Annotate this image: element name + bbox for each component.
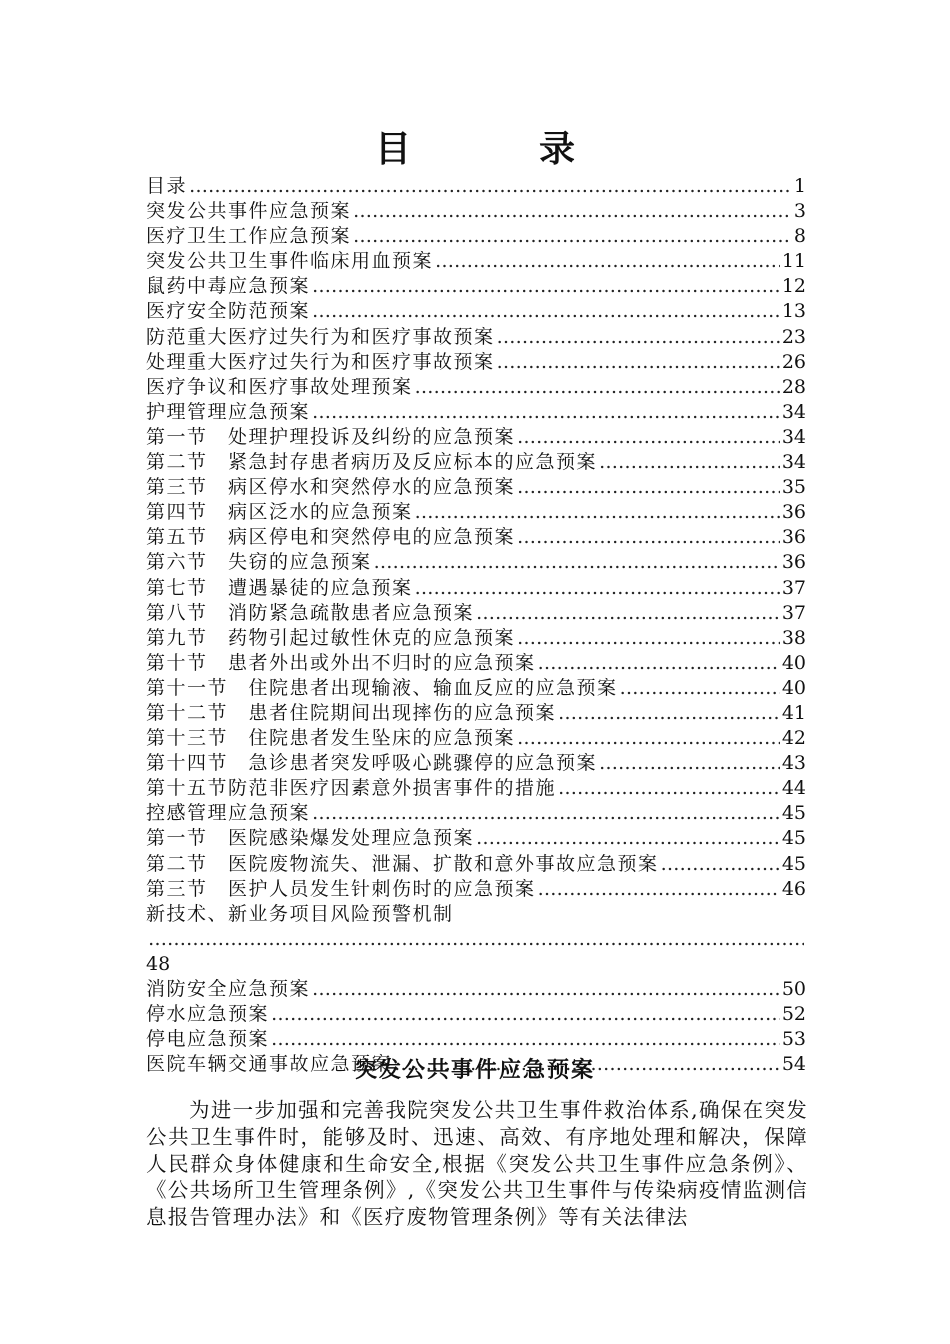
toc-entry[interactable] bbox=[146, 500, 806, 525]
toc-heading: 目 录 bbox=[374, 129, 621, 170]
toc-dot-leader bbox=[271, 1027, 780, 1052]
toc-entry-label: 第六节 失窃的应急预案 bbox=[146, 551, 372, 574]
toc-entry[interactable] bbox=[146, 299, 806, 324]
toc-entry-page-number: 42 bbox=[781, 727, 806, 750]
toc-entry[interactable] bbox=[146, 350, 806, 375]
toc-entry-page-number: 11 bbox=[781, 250, 806, 273]
toc-dot-leader bbox=[353, 224, 792, 249]
toc-entry-page-number: 44 bbox=[781, 777, 806, 800]
toc-entry-label: 医疗卫生工作应急预案 bbox=[146, 225, 352, 248]
toc-entry-page-number: 37 bbox=[781, 576, 806, 599]
toc-entry-page-number: 43 bbox=[781, 752, 806, 775]
toc-entry-label: 消防安全应急预案 bbox=[146, 978, 311, 1000]
toc-entry[interactable] bbox=[146, 977, 806, 1002]
toc-entry[interactable] bbox=[146, 550, 806, 575]
toc-entry[interactable] bbox=[146, 1002, 806, 1027]
toc-entry[interactable] bbox=[146, 751, 806, 776]
toc-entry-label: 第三节 医护人员发生针刺伤时的应急预案 bbox=[146, 877, 536, 900]
toc-entry[interactable] bbox=[146, 325, 806, 350]
toc-dot-leader bbox=[271, 1002, 780, 1027]
toc-entry-label: 处理重大医疗过失行为和医疗事故预案 bbox=[146, 350, 495, 373]
toc-dot-leader bbox=[312, 801, 780, 826]
toc-entry-label: 第八节 消防紧急疏散患者应急预案 bbox=[146, 601, 475, 624]
toc-entry[interactable] bbox=[146, 902, 806, 977]
toc-entry-label: 鼠药中毒应急预案 bbox=[146, 275, 311, 298]
toc-dot-leader bbox=[517, 726, 780, 751]
toc-entry-page-number: 54 bbox=[781, 1053, 806, 1076]
toc-dot-leader bbox=[148, 927, 804, 952]
table-of-contents bbox=[146, 174, 806, 1077]
toc-dot-leader bbox=[374, 550, 780, 575]
toc-dot-leader bbox=[476, 601, 780, 626]
toc-entry-label: 防范重大医疗过失行为和医疗事故预案 bbox=[146, 325, 495, 348]
toc-entry[interactable] bbox=[146, 450, 806, 475]
toc-entry-page-number: 37 bbox=[781, 601, 806, 624]
toc-dot-leader bbox=[558, 701, 780, 726]
toc-entry-page-number: 46 bbox=[781, 877, 806, 900]
toc-entry[interactable] bbox=[146, 174, 806, 199]
toc-dot-leader bbox=[415, 576, 780, 601]
toc-entry[interactable] bbox=[146, 199, 806, 224]
toc-dot-leader bbox=[517, 626, 780, 651]
toc-entry[interactable] bbox=[146, 601, 806, 626]
toc-entry-page-number: 45 bbox=[781, 852, 806, 875]
toc-entry-page-number: 34 bbox=[781, 451, 806, 474]
toc-dot-leader bbox=[312, 400, 780, 425]
body-paragraph: 为进一步加强和完善我院突发公共卫生事件救治体系,确保在突发公共卫生事件时，能够及时、迅速、高效、有序地处理和解决，保障人民群众身体健康和生命安全,根据《突发公共卫生事件应急条例》、《公共场所卫生管理条例》,《突发公共卫生事件与传染病疫情监测信息报告管理办法》和《医疗废物管理条例》等有关法律法 bbox=[146, 1098, 808, 1230]
toc-entry-label: 目录 bbox=[146, 175, 188, 197]
toc-dot-leader bbox=[558, 776, 780, 801]
toc-entry[interactable] bbox=[146, 425, 806, 450]
toc-entry-page-number: 50 bbox=[781, 978, 806, 1000]
toc-entry-label: 第一节 医院感染爆发处理应急预案 bbox=[146, 827, 475, 850]
toc-entry-page-number: 13 bbox=[781, 300, 806, 323]
toc-entry-page-number: 3 bbox=[793, 200, 806, 223]
toc-entry[interactable] bbox=[146, 801, 806, 826]
toc-entry-page-number: 53 bbox=[781, 1028, 806, 1051]
toc-dot-leader bbox=[415, 500, 780, 525]
toc-entry-page-number: 40 bbox=[781, 651, 806, 674]
toc-entry-label: 第十一节 住院患者出现输液、输血反应的应急预案 bbox=[146, 676, 618, 699]
toc-entry-page-number: 8 bbox=[793, 225, 806, 248]
toc-entry[interactable] bbox=[146, 726, 806, 751]
toc-entry-label: 第五节 病区停电和突然停电的应急预案 bbox=[146, 526, 516, 549]
toc-entry-page-number: 40 bbox=[781, 676, 806, 699]
toc-entry-page-number: 38 bbox=[781, 626, 806, 649]
toc-entry-page-number: 34 bbox=[781, 425, 806, 448]
toc-entry-page-number: 1 bbox=[793, 175, 806, 197]
toc-entry-page-number: 36 bbox=[781, 501, 806, 524]
toc-entry[interactable] bbox=[146, 651, 806, 676]
toc-entry-page-number: 26 bbox=[781, 350, 806, 373]
toc-entry-page-number: 36 bbox=[781, 526, 806, 549]
toc-entry[interactable] bbox=[146, 776, 806, 801]
toc-entry-label: 第十节 患者外出或外出不归时的应急预案 bbox=[146, 651, 536, 674]
toc-entry[interactable] bbox=[146, 1027, 806, 1052]
toc-entry-page-number: 45 bbox=[781, 827, 806, 850]
section-heading: 突发公共事件应急预案 bbox=[354, 1058, 595, 1083]
toc-page-wrap-line bbox=[146, 952, 806, 977]
toc-entry[interactable] bbox=[146, 224, 806, 249]
toc-entry-label: 控感管理应急预案 bbox=[146, 802, 311, 825]
toc-entry[interactable] bbox=[146, 676, 806, 701]
toc-dot-leader bbox=[476, 826, 780, 851]
toc-entry-label: 停水应急预案 bbox=[146, 1003, 270, 1026]
toc-entry-label: 第七节 遭遇暴徒的应急预案 bbox=[146, 576, 413, 599]
toc-dot-leader bbox=[538, 877, 780, 902]
toc-entry-label: 第十四节 急诊患者突发呼吸心跳骤停的应急预案 bbox=[146, 752, 598, 775]
toc-entry[interactable] bbox=[146, 249, 806, 274]
toc-dot-leader bbox=[497, 325, 780, 350]
toc-dot-leader bbox=[517, 525, 780, 550]
toc-dot-leader bbox=[435, 249, 780, 274]
toc-entry-label: 新技术、新业务项目风险预警机制 bbox=[146, 902, 454, 925]
toc-entry[interactable] bbox=[146, 826, 806, 851]
toc-dot-leader bbox=[517, 425, 780, 450]
toc-entry-label: 突发公共事件应急预案 bbox=[146, 200, 352, 223]
toc-entry[interactable] bbox=[146, 701, 806, 726]
toc-entry-label: 第十五节防范非医疗因素意外损害事件的措施 bbox=[146, 777, 557, 800]
toc-entry-label: 医疗争议和医疗事故处理预案 bbox=[146, 375, 413, 398]
toc-entry-page-number: 45 bbox=[781, 802, 806, 825]
toc-dot-leader bbox=[599, 450, 780, 475]
toc-dot-leader bbox=[353, 199, 792, 224]
toc-entry-label: 突发公共卫生事件临床用血预案 bbox=[146, 250, 434, 273]
toc-entry-label: 医院车辆交通事故应急预案 bbox=[146, 1053, 393, 1076]
toc-entry-page-number: 12 bbox=[781, 275, 806, 298]
toc-dot-leader bbox=[189, 174, 792, 199]
toc-dot-leader bbox=[312, 977, 780, 1002]
toc-dot-leader bbox=[661, 852, 780, 877]
toc-entry[interactable] bbox=[146, 576, 806, 601]
toc-entry[interactable] bbox=[146, 375, 806, 400]
toc-entry-label: 医疗安全防范预案 bbox=[146, 300, 311, 323]
toc-entry[interactable] bbox=[146, 852, 806, 877]
toc-entry-page-number: 48 bbox=[146, 952, 171, 975]
toc-entry-page-number: 34 bbox=[781, 400, 806, 423]
toc-entry-page-number: 41 bbox=[781, 701, 806, 724]
toc-entry-label: 停电应急预案 bbox=[146, 1028, 270, 1051]
toc-entry-label: 第二节 医院废物流失、泄漏、扩散和意外事故应急预案 bbox=[146, 852, 659, 875]
toc-entry[interactable] bbox=[146, 626, 806, 651]
toc-dot-leader bbox=[538, 651, 780, 676]
toc-entry-label: 第九节 药物引起过敏性休克的应急预案 bbox=[146, 626, 516, 649]
toc-entry-label: 第四节 病区泛水的应急预案 bbox=[146, 501, 413, 524]
toc-entry-label: 第一节 处理护理投诉及纠纷的应急预案 bbox=[146, 425, 516, 448]
toc-dot-leader bbox=[620, 676, 780, 701]
toc-dot-leader bbox=[312, 274, 780, 299]
toc-entry-label: 护理管理应急预案 bbox=[146, 400, 311, 423]
toc-dot-leader bbox=[599, 751, 780, 776]
toc-entry-page-number: 35 bbox=[781, 476, 806, 499]
toc-entry[interactable] bbox=[146, 274, 806, 299]
toc-entry-label: 第十三节 住院患者发生坠床的应急预案 bbox=[146, 727, 516, 750]
toc-entry[interactable] bbox=[146, 475, 806, 500]
toc-entry-page-number: 36 bbox=[781, 551, 806, 574]
toc-dot-leader bbox=[517, 475, 780, 500]
toc-entry-page-number: 28 bbox=[781, 375, 806, 398]
toc-entry[interactable] bbox=[146, 877, 806, 902]
toc-entry-label: 第三节 病区停水和突然停水的应急预案 bbox=[146, 476, 516, 499]
toc-dot-leader bbox=[497, 350, 780, 375]
toc-entry-page-number: 52 bbox=[781, 1003, 806, 1026]
toc-entry-page-number: 23 bbox=[781, 325, 806, 348]
toc-dot-leader bbox=[312, 299, 780, 324]
toc-entry[interactable] bbox=[146, 400, 806, 425]
toc-entry[interactable] bbox=[146, 525, 806, 550]
toc-entry-label: 第十二节 患者住院期间出现摔伤的应急预案 bbox=[146, 701, 557, 724]
toc-entry-label: 第二节 紧急封存患者病历及反应标本的应急预案 bbox=[146, 451, 598, 474]
toc-dot-leader bbox=[415, 375, 780, 400]
